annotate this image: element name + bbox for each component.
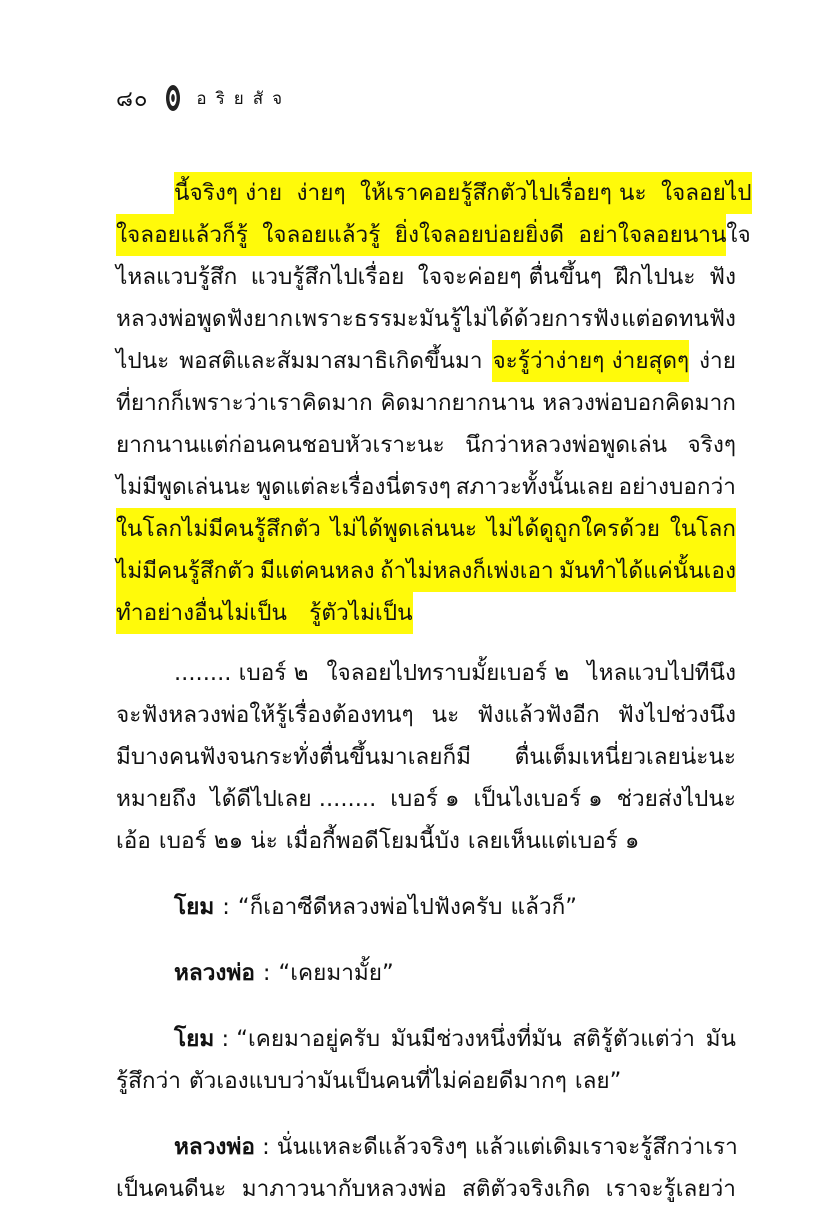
text-segment: ตื่นเต็มเหนี่ยวเลยน่ะนะ [514, 744, 736, 770]
text-segment: คิดมากยากนาน [380, 390, 535, 416]
text-segment: “เคยมาอยู่ครับ [236, 1026, 381, 1052]
text-segment: ฝึกไปนะ [615, 264, 696, 290]
highlighted-text: ทำอย่างอื่นไม่เป็น รู้ตัวไม่เป็น [116, 592, 413, 634]
text-segment: เมื่อกี้พอดีโยมนี้บัง [285, 828, 460, 854]
speaker-separator: : [262, 1134, 270, 1160]
text-segment: ช่วยส่งไปนะ [616, 786, 736, 812]
text-segment: ฟังไปช่วงนึง [617, 702, 736, 728]
text-segment: จะฟังหลวงพ่อให้รู้เรื่องต้องทนๆ [116, 702, 414, 728]
text-line [116, 1168, 736, 1210]
text-segment: ได้ดีไปเลย ........ [210, 786, 377, 812]
dialogue-3 [116, 1018, 736, 1102]
text-line [116, 256, 736, 298]
text-line [116, 652, 736, 694]
text-segment: ฟัง [708, 264, 736, 290]
text-line [116, 1018, 736, 1060]
text-segment: ฟังแล้วฟังอีก [477, 702, 600, 728]
text-line [116, 820, 736, 862]
text-segment: แวบรู้สึกไปเรื่อย [250, 264, 405, 290]
text-segment: เบอร์ ๑ [390, 786, 460, 812]
text-segment: เบอร์ ๒๑ น่ะ [158, 828, 278, 854]
text-segment: มัน [705, 1026, 736, 1052]
text-segment: พูดแต่ละเรื่องนี่ตรงๆ [256, 474, 451, 500]
text-segment: จริงๆ แล้วแต่เดิมเราจะรู้สึกว่าเรา [419, 1134, 738, 1160]
text-line [116, 466, 736, 508]
text-line [116, 172, 752, 214]
text-line [116, 886, 736, 928]
text-segment: เราจะรู้เลยว่า [605, 1176, 736, 1202]
text-segment: เป็นคนดีนะ [116, 1176, 227, 1202]
highlighted-text: จะรู้ว่าง่ายๆ ง่ายสุดๆ [492, 340, 689, 382]
text-segment: แล้วก็” [510, 894, 578, 920]
text-segment: อย่างบอกว่า [618, 474, 736, 500]
text-segment: นึกว่าหลวงพ่อพูดเล่น [465, 432, 668, 458]
highlighted-text: ในโลกไม่มีคนรู้สึกตัว ไม่ได้พูดเล่นนะ ไม่ได้ดูถูกใครด้วย ในโลก [116, 508, 736, 550]
text-segment: ไหลแวบรู้สึก [116, 264, 238, 290]
speaker-group [174, 1018, 380, 1060]
text-line [116, 952, 736, 994]
text-segment: ใจจะค่อยๆ ตื่นขึ้นๆ [417, 264, 602, 290]
text-segment: สภาวะทั้งนั้นเลย [455, 474, 614, 500]
text-segment: หมายถึง [116, 786, 197, 812]
text-segment: ยากนานแต่ก่อนคนชอบหัวเราะนะ [116, 432, 445, 458]
highlighted-text: ไม่มีคนรู้สึกตัว มีแต่คนหลง ถ้าไม่หลงก็เพ่งเอา มันทำได้แค่นั้นเอง [116, 550, 736, 592]
book-title: อริยสัจ [196, 88, 292, 109]
text-segment: เลย” [574, 1068, 622, 1094]
paragraph-1 [116, 172, 752, 634]
text-segment: ไหลแวบไปทีนึง [587, 660, 736, 686]
text-line [116, 592, 736, 634]
paragraph-2 [116, 652, 736, 862]
text-line [116, 694, 736, 736]
body-text [116, 172, 752, 1210]
text-line [116, 736, 736, 778]
ornament-icon [164, 83, 182, 113]
text-segment: ไปนะ [116, 348, 170, 374]
text-line [116, 508, 736, 550]
dialogue-4 [116, 1126, 736, 1210]
speaker-separator: : [262, 960, 271, 986]
text-segment: นะ [431, 702, 460, 728]
text-segment: มันมีช่วงหนึ่งที่มัน [390, 1026, 562, 1052]
dialogue-2 [116, 952, 736, 994]
text-segment: “เคยมามั้ย” [278, 960, 394, 986]
text-line [116, 1126, 736, 1168]
speaker-name: โยม [174, 894, 215, 920]
text-segment: “ก็เอาซีดีหลวงพ่อไปฟังครับ [237, 894, 503, 920]
text-segment: จริงๆ [687, 432, 736, 458]
text-line [116, 298, 736, 340]
text-segment: หลวงพ่อบอกคิดมาก [542, 390, 736, 416]
text-segment: ไม่มีพูดเล่นนะ [116, 474, 252, 500]
text-line [116, 424, 736, 466]
text-segment: สติรู้ตัวแต่ว่า [572, 1026, 695, 1052]
highlighted-text: นี้จริงๆ ง่าย ง่ายๆ ให้เราคอยรู้สึกตัวไปเรื่อยๆ นะ ใจลอยไป [174, 172, 752, 214]
text-line [116, 214, 751, 256]
text-segment: แต่อดทนฟัง [621, 306, 736, 332]
text-segment: มาภาวนากับหลวงพ่อ [241, 1176, 447, 1202]
text-line [116, 778, 736, 820]
speaker-separator: : [221, 1026, 230, 1052]
highlighted-text: ใจลอยแล้วก็รู้ ใจลอยแล้วรู้ ยิ่งใจลอยบ่อยยิ่งดี อย่าใจลอยนาน [116, 214, 726, 256]
dialogue-1 [116, 886, 736, 928]
text-segment: ........ เบอร์ ๒ [174, 660, 309, 686]
speaker-name: โยม [174, 1026, 215, 1052]
speaker-name: หลวงพ่อ [174, 960, 255, 986]
text-line [116, 340, 736, 382]
text-segment: หลวงพ่อพูดฟังยาก [116, 306, 294, 332]
text-segment: มีบางคนฟังจนกระทั่งตื่นขึ้นมาเลยก็มี [116, 744, 472, 770]
text-segment: รู้สึกว่า [116, 1068, 181, 1094]
text-segment: สติตัวจริงเกิด [462, 1176, 591, 1202]
speaker-group [174, 1126, 419, 1168]
speaker-name: หลวงพ่อ [174, 1134, 255, 1160]
text-segment: ตัวเองแบบว่ามันเป็นคนที่ไม่ค่อยดีมากๆ [188, 1068, 567, 1094]
text-segment: นั่นแหละดีแล้ว [276, 1134, 420, 1160]
text-segment: ใจ [726, 222, 751, 248]
text-segment: ที่ยากก็เพราะว่าเราคิดมาก [116, 390, 373, 416]
text-segment: ง่าย [699, 348, 736, 374]
text-segment: เป็นไงเบอร์ ๑ [473, 786, 603, 812]
page-header [116, 78, 291, 118]
text-segment: พอสติและสัมมาสมาธิเกิดขึ้นมา [179, 348, 483, 374]
speaker-separator: : [222, 894, 230, 920]
text-line [116, 382, 736, 424]
text-line [116, 1060, 736, 1102]
page-number: ๘๐ [116, 86, 149, 112]
text-segment: ใจลอยไปทราบมั้ยเบอร์ ๒ [326, 660, 570, 686]
text-line [116, 550, 736, 592]
text-segment: เอ้อ [116, 828, 151, 854]
text-segment: เพราะธรรมะมันรู้ไม่ได้ด้วยการฟัง [294, 306, 620, 332]
text-segment: เลยเห็นแต่เบอร์ ๑ [467, 828, 640, 854]
